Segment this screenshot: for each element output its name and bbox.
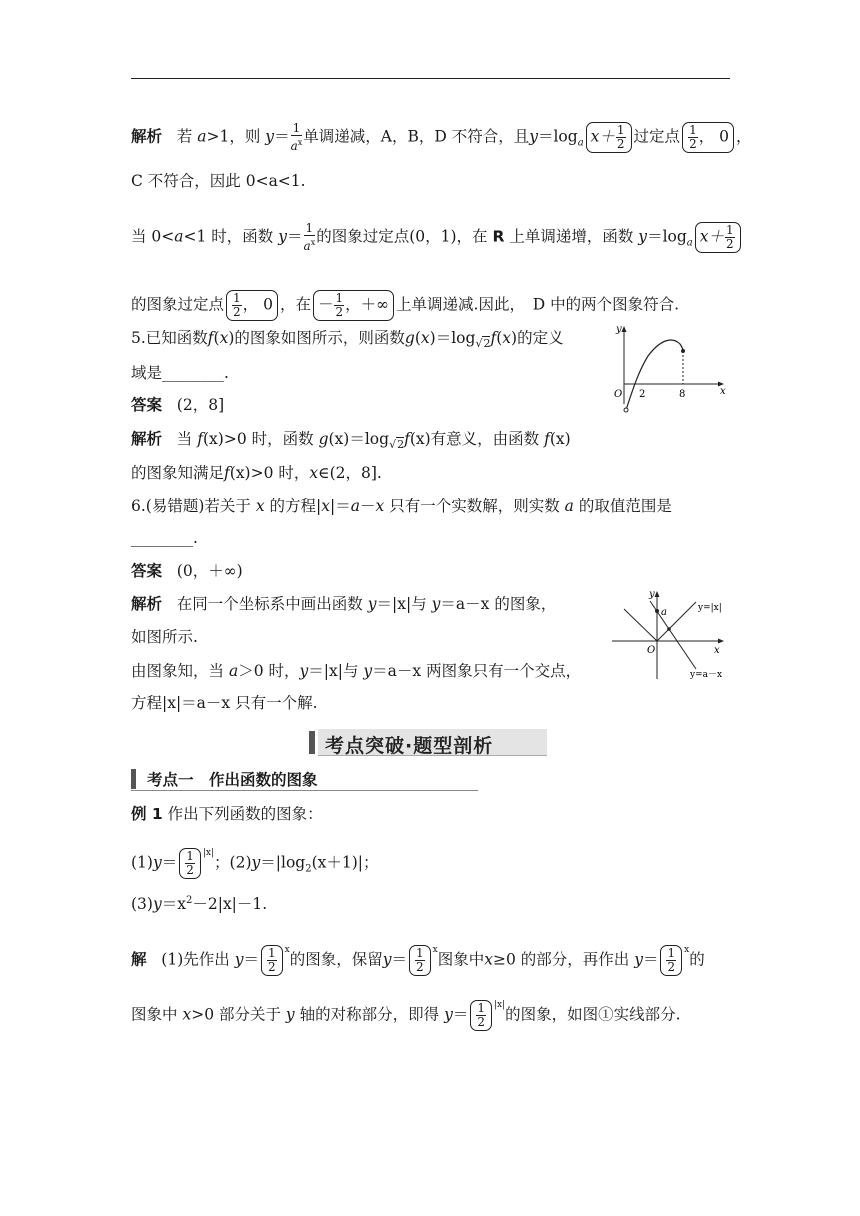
paren-group: $\frac{1}{2}$ (470, 1000, 492, 1031)
subscript: a (577, 137, 584, 149)
section-title: 考点一 作出函数的图象 (147, 771, 318, 789)
section-banner (309, 729, 548, 756)
paren-group: $\frac{1}{2}$ (261, 945, 283, 976)
solution-line-2: C 不符合，因此 0<a<1. (131, 172, 306, 190)
fraction: $\frac{1}{a^x}$ (290, 121, 303, 153)
paren-group: $\frac{1}{2}$ (179, 848, 201, 879)
answer-5: 答案 (2，8] (131, 396, 225, 414)
solution-label: 解析 (131, 595, 163, 613)
solution-5-line-1: 解析 当 f(x)>0 时，函数 $g(x)=\log_{√2}f(x)$有意义，由函数 f(x) (131, 430, 571, 452)
text: ＝ (274, 127, 290, 146)
example-1-solution-line-2: 图象中 x>0 部分关于 y 轴的对称部分，即得 y＝ $\frac{1}{2}$ $^{|x|}$的图象，如图①实线部分. (131, 1000, 681, 1029)
text: ＝log (537, 127, 578, 146)
answer-6: 答案 (0，＋∞) (131, 562, 243, 580)
solution-6-line-4: 方程|x|＝a－x 只有一个解. (131, 694, 318, 712)
question-5-line-2: 域是________. (131, 364, 229, 382)
line-label-abs: y=|x| (698, 603, 722, 613)
solution-5-line-2: 的图象知满足f(x)>0 时，x∈(2，8]. (131, 464, 382, 482)
paren-group: $\frac{1}{2}$ (660, 945, 682, 976)
solution-line-3: 当 0<a<1 时，函数 y＝ $\frac{1}{a^x}$ 的图象过定点(0，1)，在 R 上单调递增，函数 $y=\log_a$ x＋ $\frac{1}{2}$ (131, 222, 743, 255)
solution-6-line-2: 如图所示. (131, 628, 198, 646)
y-axis-label: y (649, 589, 655, 600)
solution-6-line-1: 解析 在同一个坐标系中画出函数 y＝|x|与 y＝a－x 的图象， (131, 595, 557, 613)
paren-group: $\frac{1}{2}$ (409, 945, 431, 976)
function-graph-6 (610, 587, 735, 682)
a-label: a (661, 607, 667, 618)
text: 过定点 (633, 127, 681, 146)
answer-label: 答案 (131, 396, 163, 414)
example-1-prompt: 例 1 作出下列函数的图象： (131, 805, 323, 823)
header-rule (131, 78, 730, 79)
text: 若 (176, 127, 193, 146)
question-6-line-1: 6.(易错题)若关于 x 的方程|x|＝a－x 只有一个实数解，则实数 a 的取值范围是 (131, 497, 672, 515)
fraction: $\frac{1}{a^x}$ (303, 221, 316, 253)
example-1-items-1-2: (1)y＝ $\frac{1}{2}$ $^{|x|}$；$(2)y=|\log_2(x+1)|$； (131, 848, 379, 877)
solution-label: 解析 (131, 430, 163, 448)
paren-group: － $\frac{1}{2}$ ，＋∞ (313, 290, 394, 321)
text: ， (736, 127, 752, 146)
var: y (265, 127, 275, 146)
var: y (529, 127, 538, 146)
question-6-line-2: ________. (131, 529, 198, 547)
text: >1，则 (206, 127, 261, 146)
y-axis-label: y (616, 324, 622, 335)
solution-6-line-3: 由图象知，当 a＞0 时，y＝|x|与 y＝a－x 两图象只有一个交点， (131, 662, 582, 680)
solution-label: 解析 (131, 127, 163, 146)
example-1-item-3: $(3)y=x^2-2|x|-1$. (131, 895, 268, 914)
x-axis-label: x (720, 386, 726, 397)
solution-line-4: 的图象过定点 $\frac{1}{2}$ ， 0 ，在 － $\frac{1}{2}$ ，＋∞ 上单调递减.因此， D 中的两个图象符合. (131, 291, 680, 319)
solution-line-1 (131, 122, 752, 155)
paren-group: x＋ $\frac{1}{2}$ (695, 222, 741, 253)
paren-group: x＋ $\frac{1}{2}$ (586, 122, 632, 153)
section-heading (131, 767, 478, 791)
origin-label: O (614, 389, 623, 400)
var: a (197, 127, 207, 146)
text: 单调递减，A，B，D 不符合，且 (303, 127, 530, 146)
answer-label: 答案 (131, 562, 163, 580)
tick-2: 2 (639, 389, 646, 400)
function-graph-5 (612, 322, 732, 417)
origin-label: O (647, 645, 656, 656)
x-axis-label: x (714, 645, 720, 656)
paren-group: $\frac{1}{2}$ ， 0 (226, 290, 278, 321)
question-5-line-1: 5.已知函数f(x)的图象如图所示，则函数$g(x)=\log_{√2}f(x)$的定义 (131, 329, 564, 351)
banner-title: 考点突破·题型剖析 (325, 735, 494, 757)
tick-8: 8 (679, 389, 686, 400)
line-label-minus: y=a－x (690, 670, 723, 680)
paren-group: $\frac{1}{2}$ ， 0 (682, 122, 734, 153)
example-1-solution-line-1: 解 (1)先作出 y＝ $\frac{1}{2}$ $^x$的图象，保留y＝ $\frac{1}{2}$ $^x$图象中x≥0 的部分，再作出 y＝ $\frac{1}{2}$ $^x$的 (131, 945, 705, 974)
